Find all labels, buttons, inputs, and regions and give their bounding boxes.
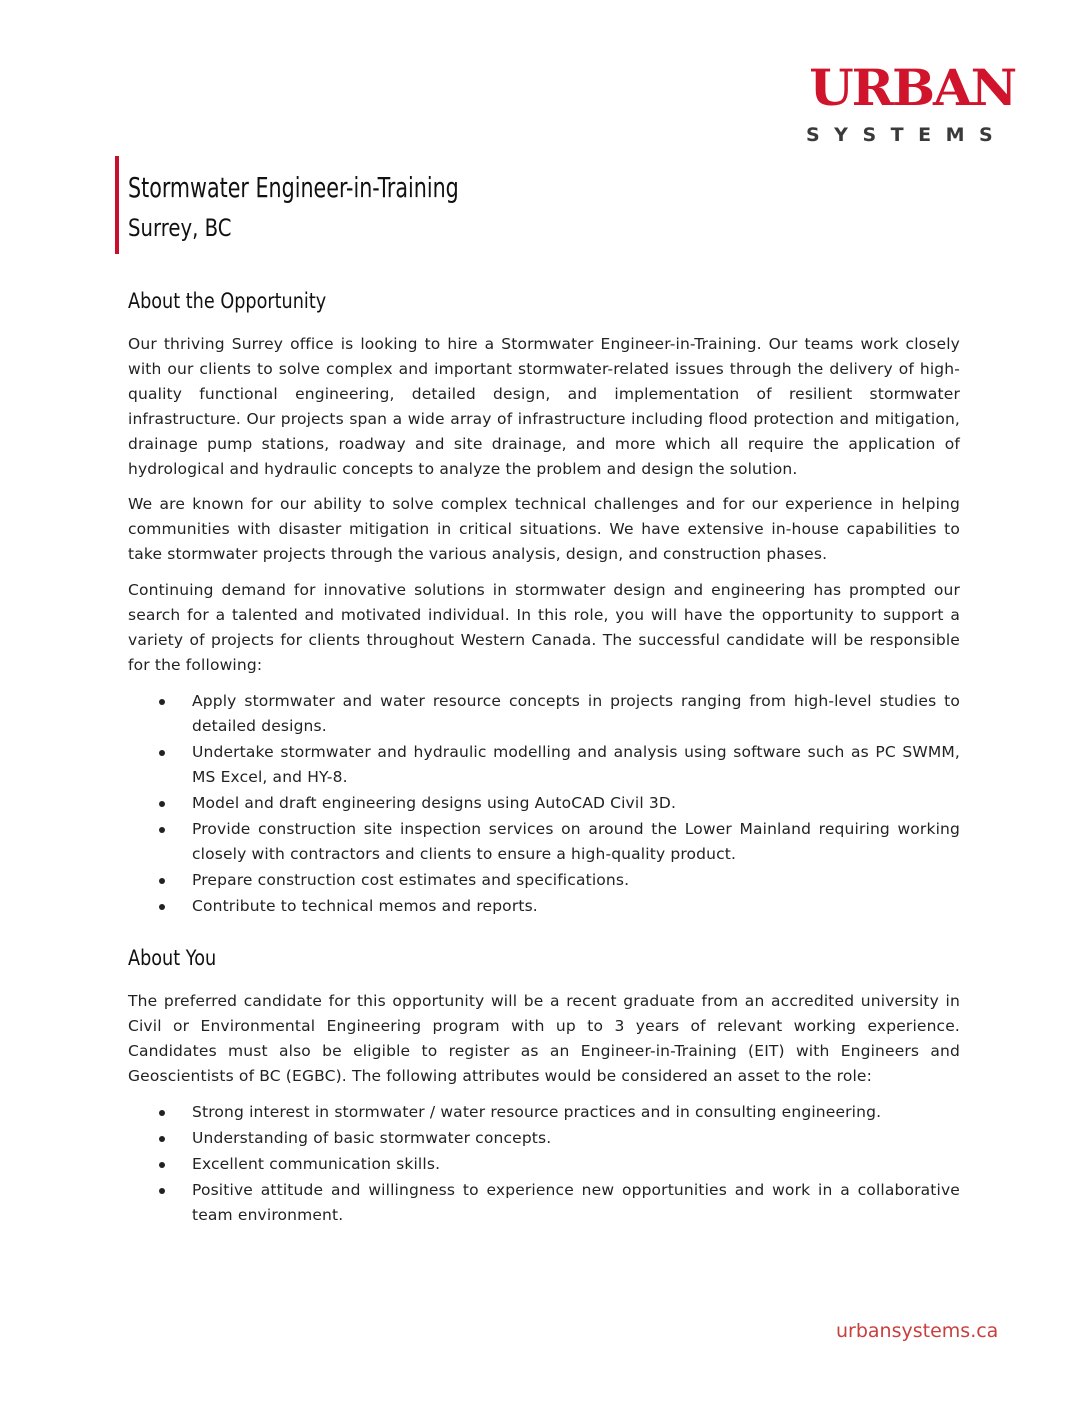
paragraph: We are known for our ability to solve complex technical challenges and for our experience in helping communities with disaster mitigation in critical situations. We have extensive in-house capabilities to take stormwater projects through the various analysis, design, and construction phases. [128,495,960,563]
responsibilities-list [128,689,960,919]
list-item: Contribute to technical memos and reports. [128,894,960,919]
section-heading-about-opportunity: About the Opportunity [128,289,327,313]
title-accent-bar [115,156,119,254]
list-item: Apply stormwater and water resource concepts in projects ranging from high-level studies to detailed designs. [128,689,960,739]
paragraph: Our thriving Surrey office is looking to hire a Stormwater Engineer-in-Training. Our teams work closely with our clients to solve complex and important stormwater-related issues through the delivery of high-quality functional engineering, detailed design, and implementation of resilient stormwater infrastructure. Our projects span a wide array of infrastructure including flood protection and mitigation, drainage pump stations, roadway and site drainage, and more which all require the application of hydrological and hydraulic concepts to analyze the problem and design the solution. [128,335,960,478]
about-opportunity-section [128,284,960,919]
list-item: Strong interest in stormwater / water resource practices and in consulting engineering. [128,1100,960,1125]
footer-website-link[interactable]: urbansystems.ca [836,1320,999,1342]
job-title: Stormwater Engineer-in-Training [128,171,459,204]
about-you-section [128,941,960,1228]
list-item: Understanding of basic stormwater concepts. [128,1126,960,1151]
job-header [115,156,715,254]
job-location: Surrey, BC [128,214,232,242]
paragraph: Continuing demand for innovative solutions in stormwater design and engineering has prompted our search for a talented and motivated individual. In this role, you will have the opportunity to support a variety of projects for clients throughout Western Canada. The successful candidate will be responsible for the following: [128,581,960,674]
list-item: Undertake stormwater and hydraulic modelling and analysis using software such as PC SWMM, MS Excel, and HY-8. [128,740,960,790]
section-heading-about-you: About You [128,946,217,970]
document-body [128,284,960,1229]
logo-wordmark: URBAN [809,58,1016,117]
list-item: Provide construction site inspection services on around the Lower Mainland requiring working closely with contractors and clients to ensure a high-quality product. [128,817,960,867]
paragraph: The preferred candidate for this opportunity will be a recent graduate from an accredited university in Civil or Environmental Engineering program with up to 3 years of relevant working experience. Candidates must also be eligible to register as an Engineer-in-Training (EIT) with Engineers and Geoscientists of BC (EGBC). The following attributes would be considered an asset to the role: [128,992,960,1085]
list-item: Model and draft engineering designs using AutoCAD Civil 3D. [128,791,960,816]
list-item: Prepare construction cost estimates and specifications. [128,868,960,893]
company-logo [800,58,1020,148]
attributes-list [128,1100,960,1228]
logo-subtitle: SYSTEMS [806,124,1008,146]
list-item: Positive attitude and willingness to experience new opportunities and work in a collaborative team environment. [128,1178,960,1228]
list-item: Excellent communication skills. [128,1152,960,1177]
